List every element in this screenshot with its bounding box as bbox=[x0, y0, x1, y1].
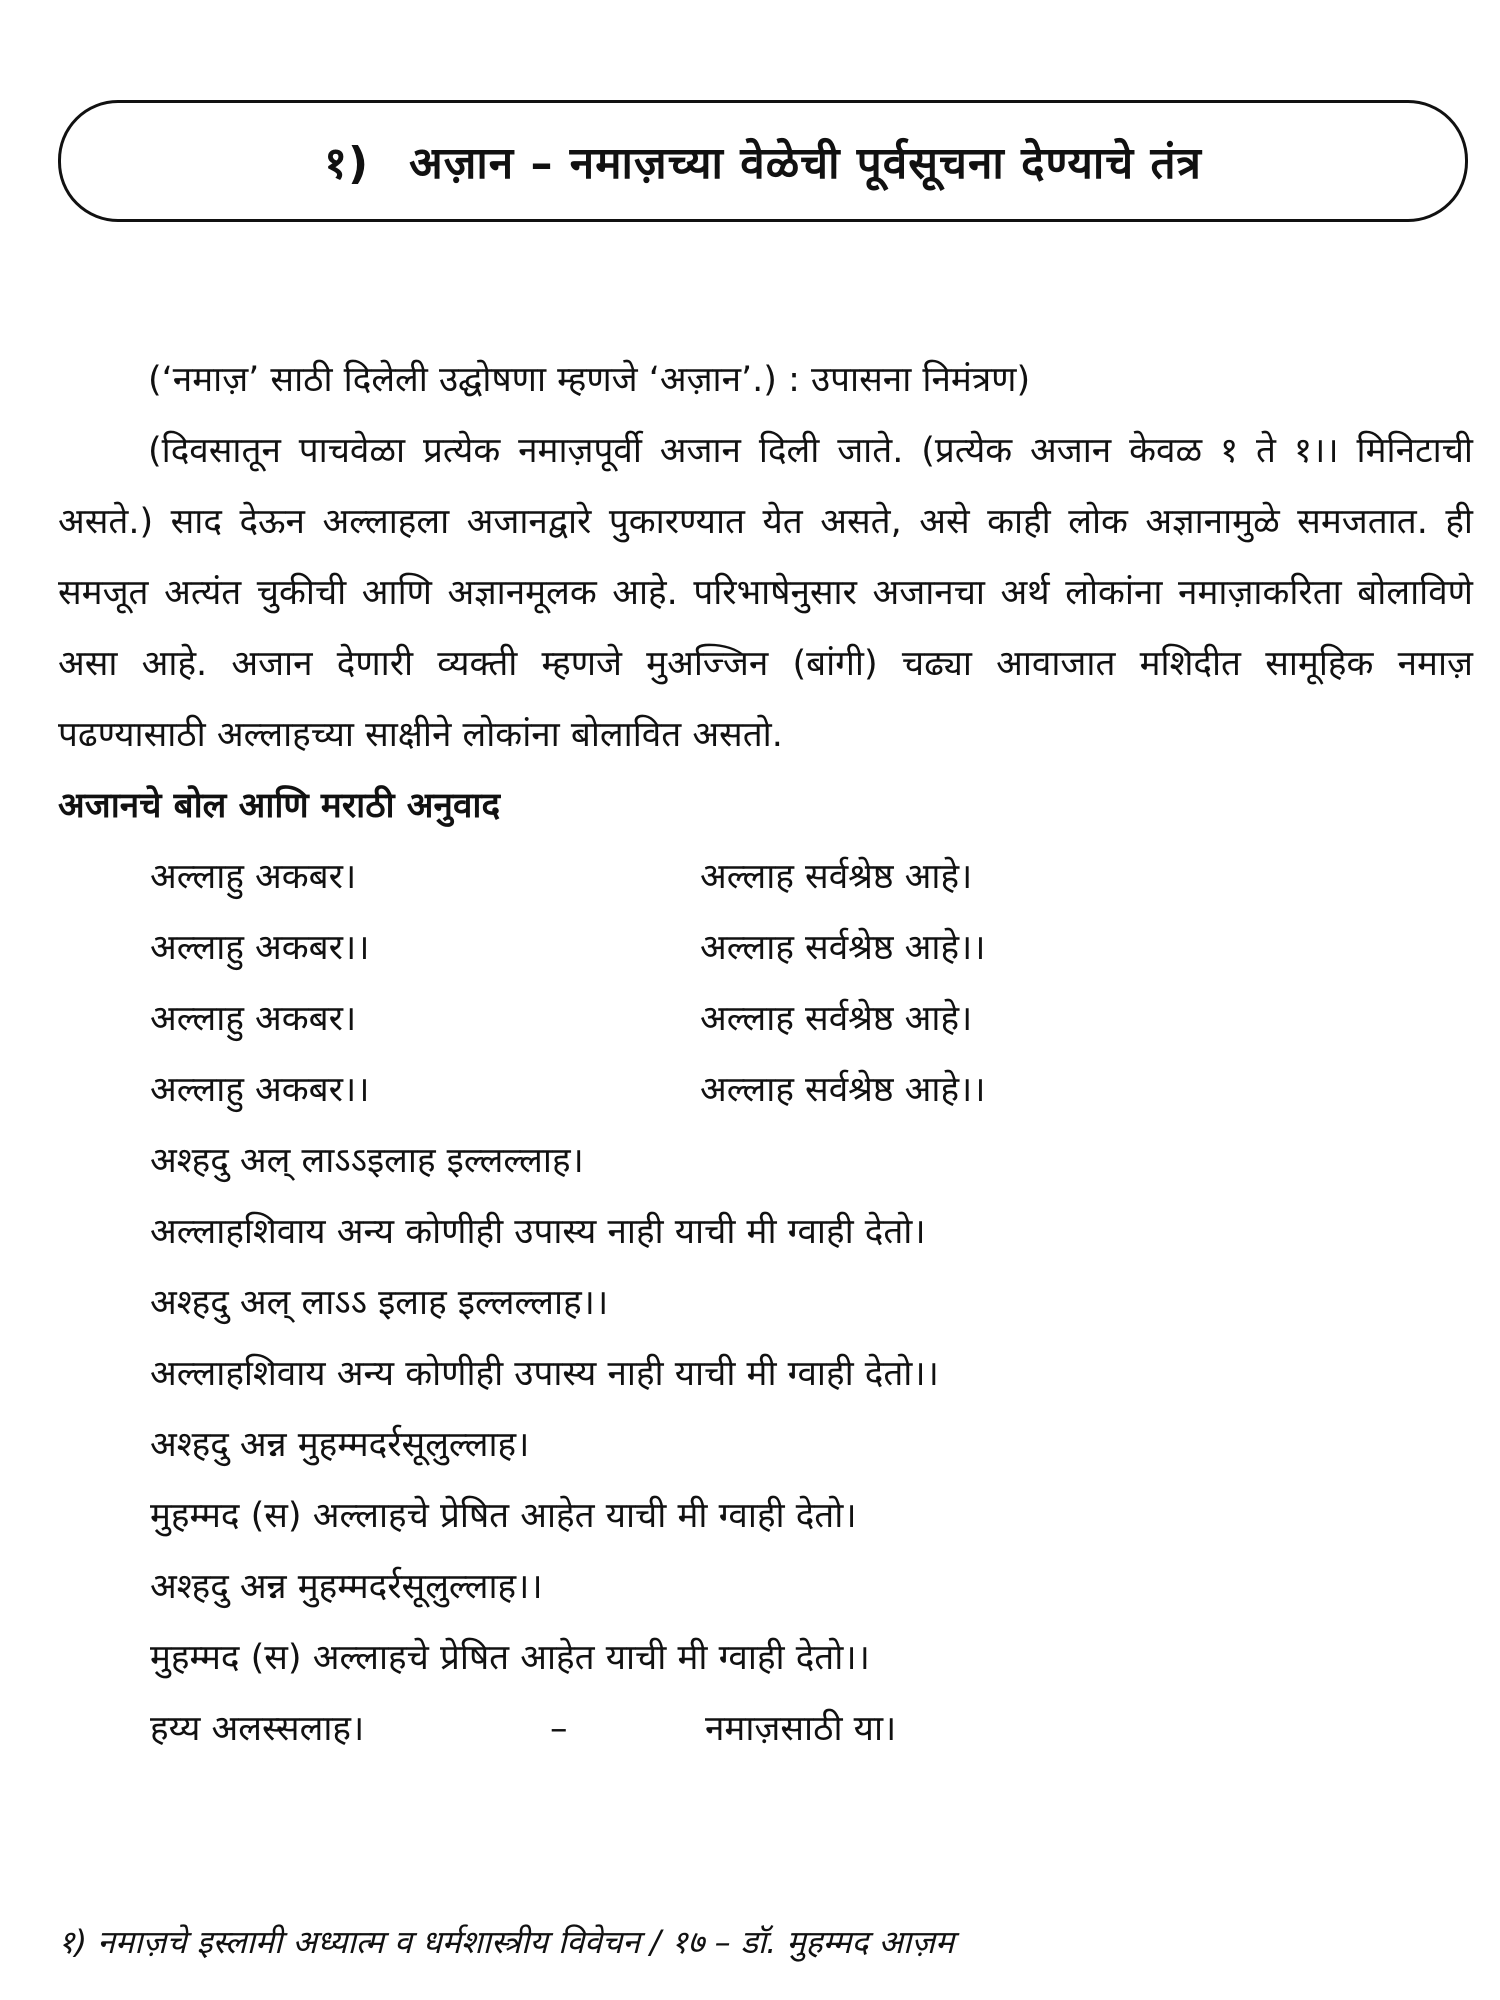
azan-line: अल्लाहशिवाय अन्य कोणीही उपास्य नाही याची मी ग्वाही देतो। bbox=[150, 1212, 926, 1252]
azan-line: अश्हदु अन्न मुहम्मदर्रसूलुल्लाह।। bbox=[150, 1567, 543, 1607]
azan-line: अश्हदु अन्न मुहम्मदर्रसूलुल्लाह। bbox=[150, 1425, 530, 1465]
body-text bbox=[58, 345, 1473, 1765]
verse-arabic: अल्लाहु अकबर। bbox=[150, 999, 357, 1039]
footnote: १) नमाज़चे इस्लामी अध्यात्म व धर्मशास्त्रीय विवेचन / १७ – डॉ. मुहम्मद आज़म bbox=[58, 1923, 955, 1961]
verse-row bbox=[58, 1055, 1473, 1126]
last-verse-row bbox=[58, 1694, 1473, 1765]
chapter-title: अज़ान – नमाज़च्या वेळेची पूर्वसूचना देण्याचे तंत्र bbox=[409, 138, 1202, 189]
verse-marathi: अल्लाह सर्वश्रेष्ठ आहे।। bbox=[700, 928, 986, 968]
azan-line: अश्हदु अल् लाऽऽइलाह इल्लल्लाह। bbox=[150, 1141, 584, 1181]
last-verse-arabic: हय्य अलस्सलाह। bbox=[150, 1709, 365, 1749]
intro-paragraph: (‘नमाज़’ साठी दिलेली उद्घोषणा म्हणजे ‘अज़ान’.) : उपासना निमंत्रण) bbox=[148, 360, 1031, 400]
verse-marathi: अल्लाह सर्वश्रेष्ठ आहे। bbox=[700, 999, 973, 1039]
verse-arabic: अल्लाहु अकबर।। bbox=[150, 928, 370, 968]
verse-row bbox=[58, 842, 1473, 913]
azan-line: अश्हदु अल् लाऽऽ इलाह इल्लल्लाह।। bbox=[150, 1283, 609, 1323]
verse-arabic: अल्लाहु अकबर। bbox=[150, 857, 357, 897]
azan-line: मुहम्मद (स) अल्लाहचे प्रेषित आहेत याची मी ग्वाही देतो। bbox=[150, 1496, 857, 1536]
explanation-paragraph: (दिवसातून पाचवेळा प्रत्येक नमाज़पूर्वी अजान दिली जाते. (प्रत्येक अजान केवळ १ ते १।। मिनिटाची असते.) साद देऊन अल्लाहला अजानद्वारे पुकारण्यात येत असते, असे काही लोक अज्ञानामुळे समजतात. ही समजूत अत्यंत चुकीची आणि अज्ञानमूलक आहे. परिभाषेनुसार अजानचा अर्थ लोकांना नमाज़ाकरिता बोलाविणे असा आहे. अजान देणारी व्यक्ती म्हणजे मुअज्जिन (बांगी) चढ्या आवाजात मशिदीत सामूहिक नमाज़ पढण्यासाठी अल्लाहच्या साक्षीने लोकांना बोलावित असतो. bbox=[58, 431, 1473, 755]
verse-marathi: अल्लाह सर्वश्रेष्ठ आहे।। bbox=[700, 1070, 986, 1110]
chapter-title-box bbox=[58, 100, 1468, 222]
verse-arabic: अल्लाहु अकबर।। bbox=[150, 1070, 370, 1110]
verse-row bbox=[58, 984, 1473, 1055]
section-heading: अजानचे बोल आणि मराठी अनुवाद bbox=[58, 786, 501, 826]
verse-marathi: अल्लाह सर्वश्रेष्ठ आहे। bbox=[700, 857, 973, 897]
verse-row bbox=[58, 913, 1473, 984]
chapter-number: १) bbox=[324, 138, 370, 189]
last-verse-dash: – bbox=[550, 1709, 568, 1749]
last-verse-marathi: नमाज़साठी या। bbox=[705, 1709, 897, 1749]
azan-line: अल्लाहशिवाय अन्य कोणीही उपास्य नाही याची मी ग्वाही देतो।। bbox=[150, 1354, 939, 1394]
azan-line: मुहम्मद (स) अल्लाहचे प्रेषित आहेत याची मी ग्वाही देतो।। bbox=[150, 1638, 870, 1678]
